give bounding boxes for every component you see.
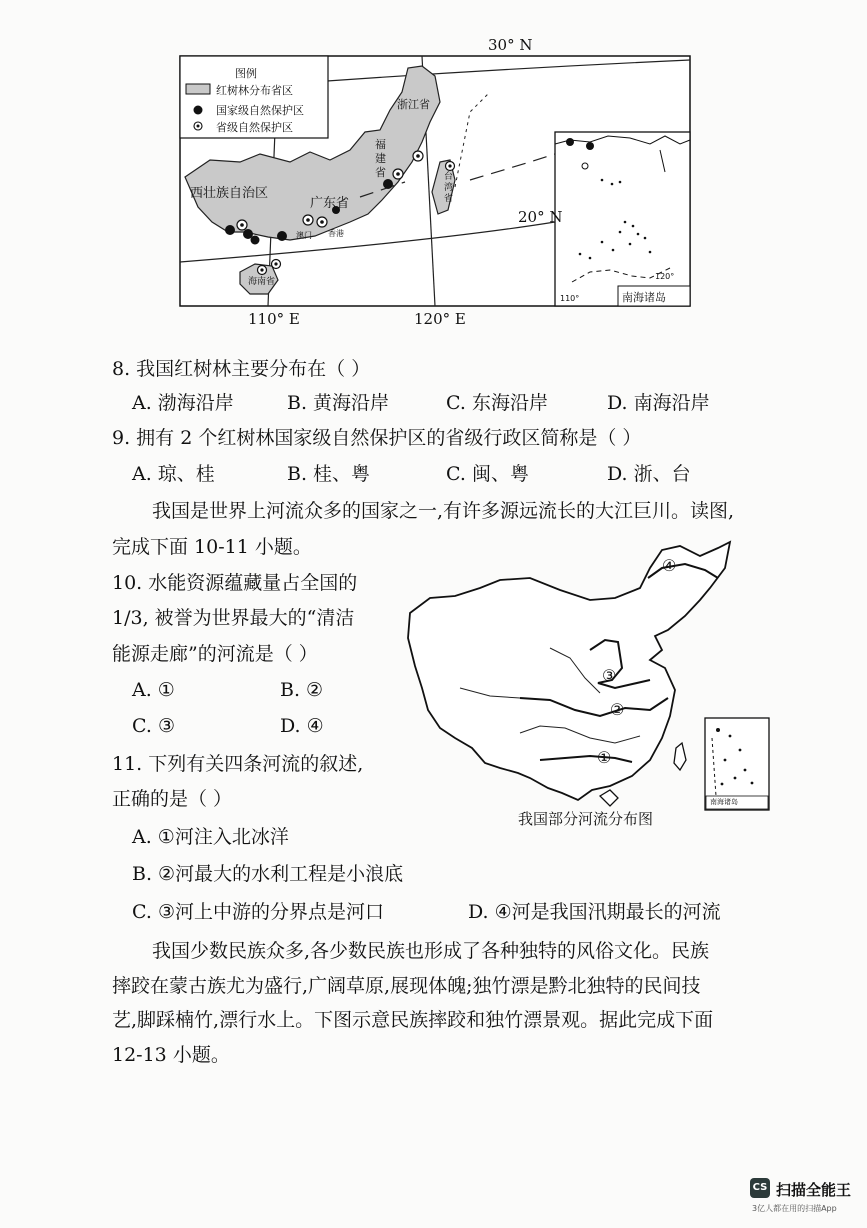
coord-30n-label: 30° N xyxy=(488,36,533,54)
rivers-map xyxy=(400,538,780,838)
legend-item-provincial: 省级自然保护区 xyxy=(216,121,293,134)
q11-option-a: A. ①河注入北冰洋 xyxy=(132,826,289,848)
question-9-stem: 9. 拥有 2 个红树林国家级自然保护区的省级行政区简称是（ ） xyxy=(112,427,642,449)
question-10-line2: 1/3, 被誉为世界最大的“清洁 xyxy=(112,607,355,629)
q9-option-c: C. 闽、粤 xyxy=(446,463,529,485)
q9-option-b: B. 桂、粤 xyxy=(287,463,371,485)
mangrove-map xyxy=(150,32,710,332)
q8-option-d: D. 南海沿岸 xyxy=(607,392,710,414)
camscanner-tagline: 3亿人都在用的扫描App xyxy=(752,1204,837,1213)
river-map-inset-label: 南海诸岛 xyxy=(710,798,738,806)
river-marker-1: ① xyxy=(597,748,612,767)
intro-10-11-line1: 我国是世界上河流众多的国家之一,有许多源远流长的大江巨川。读图, xyxy=(152,500,735,522)
q10-option-d: D. ④ xyxy=(280,715,324,737)
label-inset-120: 120° xyxy=(655,272,675,281)
q9-option-a: A. 琼、桂 xyxy=(132,463,215,485)
q10-option-a: A. ① xyxy=(132,679,175,701)
q11-option-b: B. ②河最大的水利工程是小浪底 xyxy=(132,863,404,885)
legend-item-national: 国家级自然保护区 xyxy=(216,104,304,117)
label-hainan: 海南省 xyxy=(248,277,276,287)
q11-option-c: C. ③河上中游的分界点是河口 xyxy=(132,901,384,923)
q8-option-a: A. 渤海沿岸 xyxy=(132,392,234,414)
label-taiwan: 台湾省 xyxy=(444,172,454,204)
coord-110e-label: 110° E xyxy=(248,310,300,328)
q9-option-d: D. 浙、台 xyxy=(607,463,691,485)
label-guangxi: 西壮族自治区 xyxy=(190,186,269,201)
label-nanhai-inset: 南海诸岛 xyxy=(622,291,666,304)
q10-option-b: B. ② xyxy=(280,679,324,701)
label-zhejiang: 浙江省 xyxy=(397,98,430,111)
river-marker-3: ③ xyxy=(602,666,617,685)
question-8-stem: 8. 我国红树林主要分布在（ ） xyxy=(112,358,371,380)
legend-item-mangrove: 红树林分布省区 xyxy=(216,84,293,97)
camscanner-app-name: 扫描全能王 xyxy=(776,1181,852,1199)
question-10-line1: 10. 水能资源蕴藏量占全国的 xyxy=(112,572,358,594)
coord-120e-label: 120° E xyxy=(414,310,466,328)
intro-12-13-line4: 12-13 小题。 xyxy=(112,1044,230,1066)
question-11-line2: 正确的是（ ） xyxy=(112,788,233,810)
intro-12-13-line3: 艺,脚踩楠竹,漂行水上。下图示意民族摔跤和独竹漂景观。据此完成下面 xyxy=(112,1009,714,1031)
question-11-line1: 11. 下列有关四条河流的叙述, xyxy=(112,753,364,775)
coord-20n-label: 20° N xyxy=(518,208,563,226)
intro-12-13-line1: 我国少数民族众多,各少数民族也形成了各种独特的风俗文化。民族 xyxy=(152,940,710,962)
q8-option-c: C. 东海沿岸 xyxy=(446,392,548,414)
river-map-caption: 我国部分河流分布图 xyxy=(518,810,654,828)
intro-10-11-line2: 完成下面 10-11 小题。 xyxy=(112,536,312,558)
intro-12-13-line2: 摔跤在蒙古族尤为盛行,广阔草原,展现体魄;独竹漂是黔北独特的民间技 xyxy=(112,975,701,997)
question-10-line3: 能源走廊”的河流是（ ） xyxy=(112,643,318,665)
q11-option-d: D. ④河是我国汛期最长的河流 xyxy=(468,901,721,923)
camscanner-logo: CS xyxy=(750,1178,770,1198)
label-xianggang: 香港 xyxy=(328,229,344,238)
label-aomen: 澳门 xyxy=(296,231,312,240)
river-marker-2: ② xyxy=(610,700,625,719)
q10-option-c: C. ③ xyxy=(132,715,175,737)
label-inset-110: 110° xyxy=(560,294,580,303)
rivers-map-svg xyxy=(400,538,780,838)
river-marker-4: ④ xyxy=(662,556,677,575)
label-fujian: 福建省 xyxy=(375,138,386,179)
legend-title: 图例 xyxy=(235,67,257,80)
label-guangdong: 广东省 xyxy=(310,196,350,211)
q8-option-b: B. 黄海沿岸 xyxy=(287,392,390,414)
